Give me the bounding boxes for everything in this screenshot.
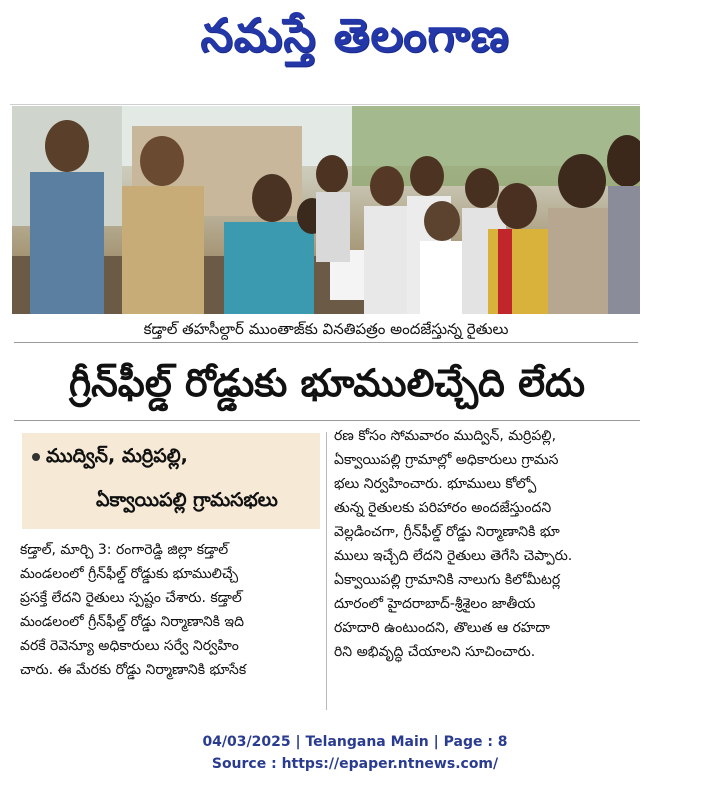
body-line: దూరంలో హైదరాబాద్-శ్రీశైలం జాతీయ (334, 596, 536, 612)
top-divider (10, 104, 640, 105)
body-line: కడ్తాల్, మార్చి 3: రంగారెడ్డి జిల్లా కడ్తాల్ (20, 542, 229, 558)
footer-date-edition: 04/03/2025 | Telangana Main | Page : 8 (202, 734, 508, 750)
article-body-right (334, 424, 640, 664)
headline: గ్రీన్‌ఫీల్డ్ రోడ్డుకు భూములిచ్చేది లేదు (14, 346, 640, 421)
highlights-box (22, 433, 320, 529)
news-photo (12, 106, 640, 314)
body-line: తున్న రైతులకు పరిహారం అందజేస్తుందని (334, 500, 552, 516)
article-body-left (20, 538, 322, 682)
highlight-line: ఏక్వాయిపల్లి గ్రామసభలు (96, 489, 278, 511)
newspaper-title: నమస్తే తెలంగాణ (200, 8, 510, 62)
body-line: రణ కోసం సోమవారం ముద్విన్, మర్రిపల్లి, (334, 428, 557, 444)
body-line: రిని అభివృద్ధి చేయాలని సూచించారు. (334, 644, 536, 660)
masthead (0, 0, 710, 78)
body-line: మండలంలో గ్రీన్‌ఫీల్డ్ రోడ్డుకు భూములిచ్చే (20, 566, 239, 582)
highlight-line (32, 445, 188, 472)
footer-source: Source : https://epaper.ntnews.com/ (211, 756, 499, 772)
bullet-icon (32, 453, 40, 461)
photo-caption: కడ్తాల్ తహసీల్దార్ ముంతాజ్‌కు వినతిపత్రం అందజేస్తున్న రైతులు (14, 316, 638, 343)
body-line: వెల్లడించగా, గ్రీన్‌ఫీల్డ్ రోడ్డు నిర్మాణానికి భూ (334, 524, 560, 540)
body-line: ములు ఇచ్చేది లేదని రైతులు తెగేసి చెప్పారు. (334, 548, 573, 564)
body-line: భలు నిర్వహించారు. భూములు కోల్పో (334, 476, 537, 492)
body-line: ప్రసక్తే లేదని రైతులు స్పష్టం చేశారు. కడ్తాల్ (20, 590, 242, 606)
body-line: ఏక్వాయిపల్లి గ్రామాల్లో అధికారులు గ్రామస (334, 452, 559, 468)
highlight-text: ముద్విన్, మర్రిపల్లి, (46, 445, 188, 467)
column-divider (326, 432, 327, 710)
body-line: మండలంలో గ్రీన్‌ఫీల్డ్ రోడ్డు నిర్మాణానికి ఇది (20, 614, 244, 630)
body-line: చారు. ఈ మేరకు రోడ్డు నిర్మాణానికి భూసేక (20, 662, 247, 678)
body-line: ఏక్వాయిపల్లి గ్రామానికి నాలుగు కిలోమీటర్ల (334, 572, 561, 588)
group-photo-icon (12, 106, 640, 314)
body-line: వరకే రెవెన్యూ అధికారులు సర్వే నిర్వహిం (20, 638, 239, 654)
body-line: రహదారి ఉంటుందని, తొలుత ఆ రహదా (334, 620, 550, 636)
